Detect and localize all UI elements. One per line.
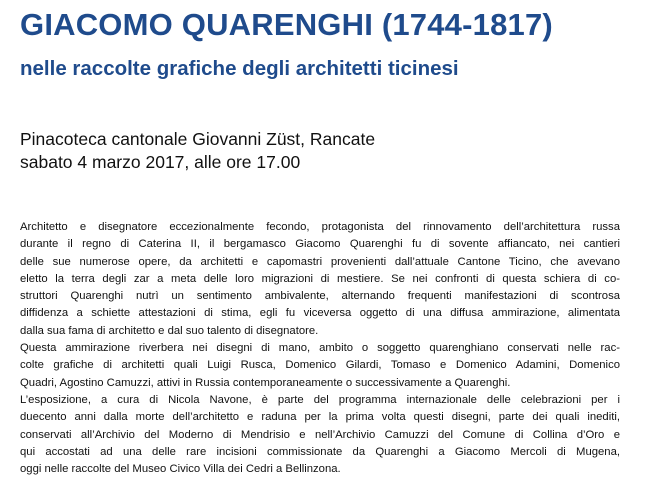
text-line: duecento anni dalla morte dell’architetto e raduna per la prima volta questi disegni, parte dei quali inediti, <box>20 411 620 424</box>
description-text <box>20 219 620 478</box>
text-line: eletto la terra degli zar a meta delle loro migrazioni di mestiere. Se nei confronti di questa schiera di co- <box>20 272 620 285</box>
event-datetime: sabato 4 marzo 2017, alle ore 17.00 <box>20 152 301 172</box>
text-line: colte grafiche di architetti quali Luigi Rusca, Domenico Gilardi, Tomaso e Domenico Adamini, Domenico <box>20 359 620 372</box>
text-line: delle sue numerose opere, da architetti e capomastri provenienti dall’attuale Cantone Ticino, che avevano <box>20 255 620 268</box>
text-line: struttori Quarenghi nutrì un sentimento ambivalente, alternando frequenti manifestazioni di scontrosa <box>20 290 620 303</box>
text-line: oggi nelle raccolte del Museo Civico Villa dei Cedri a Bellinzona. <box>20 463 341 476</box>
text-line: conservati all’Archivio del Moderno di Mendrisio e nell’Archivio Camuzzi del Comune di Collina d’Oro e <box>20 428 620 441</box>
text-line: qui accostati ad una delle rare incisioni commissionate da Quarenghi a Giacomo Mercoli di Mugena, <box>20 445 620 458</box>
text-line: durante il regno di Caterina II, il bergamasco Giacomo Quarenghi fu di sovente affiancato, nei cantieri <box>20 238 620 251</box>
text-line: Architetto e disegnatore eccezionalmente fecondo, protagonista del rinnovamento dell’architettura russa <box>20 221 620 233</box>
text-line: Quadri, Agostino Camuzzi, attivi in Russia contemporaneamente o successivamente a Quarenghi. <box>20 376 511 389</box>
text-line: dalla sua fama di architetto e dal suo talento di disegnatore. <box>20 324 319 337</box>
page-title: GIACOMO QUARENGHI (1744-1817) <box>20 7 553 42</box>
text-line: L’esposizione, a cura di Nicola Navone, è parte del programma internazionale delle celebrazioni per i <box>20 393 620 406</box>
text-line: diffidenza a schiette attestazioni di stima, egli fu viceversa oggetto di una diffusa ammirazione, alimentata <box>20 307 620 320</box>
event-venue: Pinacoteca cantonale Giovanni Züst, Rancate <box>20 129 376 149</box>
page-subtitle: nelle raccolte grafiche degli architetti ticinesi <box>20 57 459 80</box>
text-line: Questa ammirazione riverbera nei disegni di mano, ambito o soggetto quarenghiano conservati nelle rac- <box>20 342 620 355</box>
